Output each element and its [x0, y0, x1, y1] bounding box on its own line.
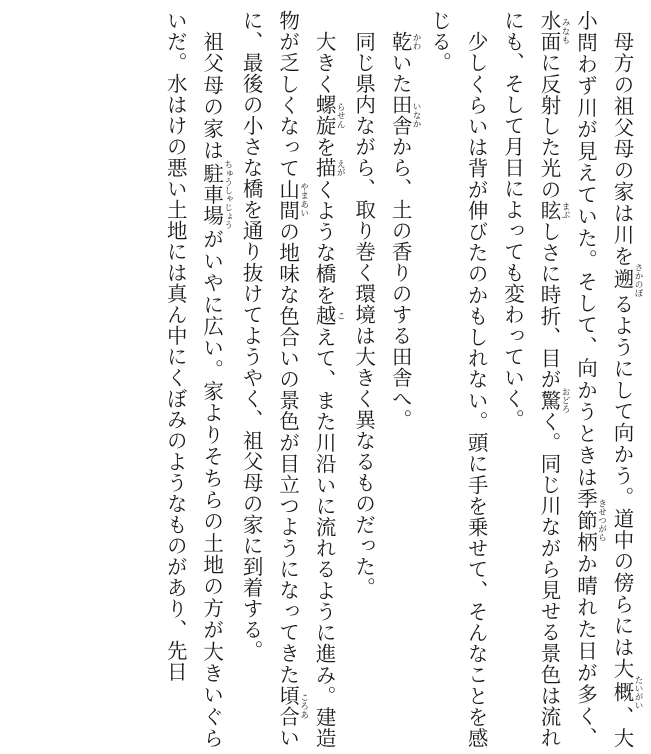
ruby-annotation: ころあ	[298, 684, 309, 727]
ruby-text	[388, 30, 422, 52]
ruby-base: 越	[312, 304, 337, 327]
text-run: しさに時折、目が	[537, 220, 562, 390]
ruby-base: 季節柄	[573, 488, 598, 554]
text-run: がいやに広い。家よりそちらの土地の方が大きいぐらいだ。水はけの悪い土地には真ん中にくぼみのようなものがあり、先日	[163, 10, 224, 748]
ruby-annotation: まぶ	[560, 199, 571, 221]
ruby-base: 水面	[537, 10, 562, 53]
ruby-text	[537, 387, 571, 414]
ruby-text	[312, 157, 346, 179]
paragraph	[382, 10, 421, 748]
text-run: 母方の祖父母の家は川を	[610, 30, 634, 267]
ruby-annotation: いなか	[411, 93, 422, 136]
ruby-annotation: ちゅうしゃじょう	[222, 159, 233, 229]
ruby-text	[573, 488, 607, 554]
ruby-annotation: えが	[335, 157, 346, 179]
ruby-annotation: こ	[335, 304, 346, 326]
text-run: を	[312, 136, 337, 158]
ruby-base: 頃合	[275, 684, 300, 728]
text-run: に反射した光の	[537, 52, 562, 200]
paragraph	[233, 10, 345, 748]
ruby-base: 駐車場	[199, 159, 224, 229]
ruby-annotation: おどろ	[560, 387, 571, 414]
text-run: 、大小問わず川が見えていた。そして、向かうときは	[573, 10, 634, 748]
text-run: いた	[388, 51, 413, 94]
paragraph	[494, 10, 643, 748]
ruby-text	[275, 684, 309, 728]
ruby-base: 描	[312, 157, 337, 179]
vertical-text-body	[8, 10, 643, 748]
ruby-base: 乾	[388, 30, 413, 52]
ruby-base: 山間	[275, 178, 300, 221]
ruby-annotation: かわ	[411, 30, 422, 52]
ruby-base: 遡	[610, 262, 634, 297]
paragraph	[421, 10, 494, 748]
text-run: か晴れた日が多く、	[573, 553, 598, 748]
text-run: 少しくらいは背が伸びたのかもしれない。頭に手を乗せて、そんなことを感じる。	[427, 10, 489, 748]
ruby-annotation: らせん	[335, 93, 346, 136]
ruby-annotation: やまあい	[298, 178, 309, 221]
text-run: から、土の香りのする田舎へ。	[388, 135, 413, 430]
text-run: えて、また川沿いに流れるように進み。建造物が乏しくなって	[275, 10, 337, 748]
ruby-annotation: みなも	[560, 10, 571, 53]
text-run: く。同じ川ながら見せる景色は流れにも、そして月日によっても変わっていく。	[500, 10, 562, 748]
text-run: 大きく	[312, 30, 337, 94]
ruby-annotation: さかのぼ	[633, 262, 643, 297]
ruby-text	[312, 304, 346, 327]
ruby-annotation: たいがい	[633, 674, 643, 710]
ruby-text	[610, 262, 643, 297]
ruby-base: 驚	[537, 387, 562, 414]
ruby-text	[275, 178, 309, 221]
paragraph	[345, 10, 381, 748]
ruby-text	[537, 10, 571, 53]
ruby-text	[312, 93, 346, 137]
ruby-text	[537, 199, 571, 221]
text-run: くような橋を	[312, 178, 337, 305]
text-run: るようにして向かう。道中の傍らには大	[610, 292, 634, 679]
ruby-text	[388, 93, 422, 136]
text-run: の地味な色合いの景色が目立つようになってきた	[275, 220, 300, 685]
ruby-base: 眩	[537, 199, 562, 221]
paragraph	[157, 10, 233, 748]
ruby-text	[610, 674, 643, 710]
ruby-text	[199, 159, 233, 229]
ruby-base: 田舎	[388, 93, 413, 136]
text-run: 同じ県内ながら、取り巻く環境は大きく異なるものだった。	[351, 30, 376, 598]
text-run: いに、最後の小さな橋を通り抜けてようやく、祖父母の家に到着する。	[239, 10, 300, 748]
ruby-base: 螺旋	[312, 93, 337, 137]
text-run: 祖父母の家は	[199, 30, 224, 161]
ruby-base: 概	[610, 674, 634, 710]
ruby-annotation: きせつがら	[596, 488, 607, 553]
